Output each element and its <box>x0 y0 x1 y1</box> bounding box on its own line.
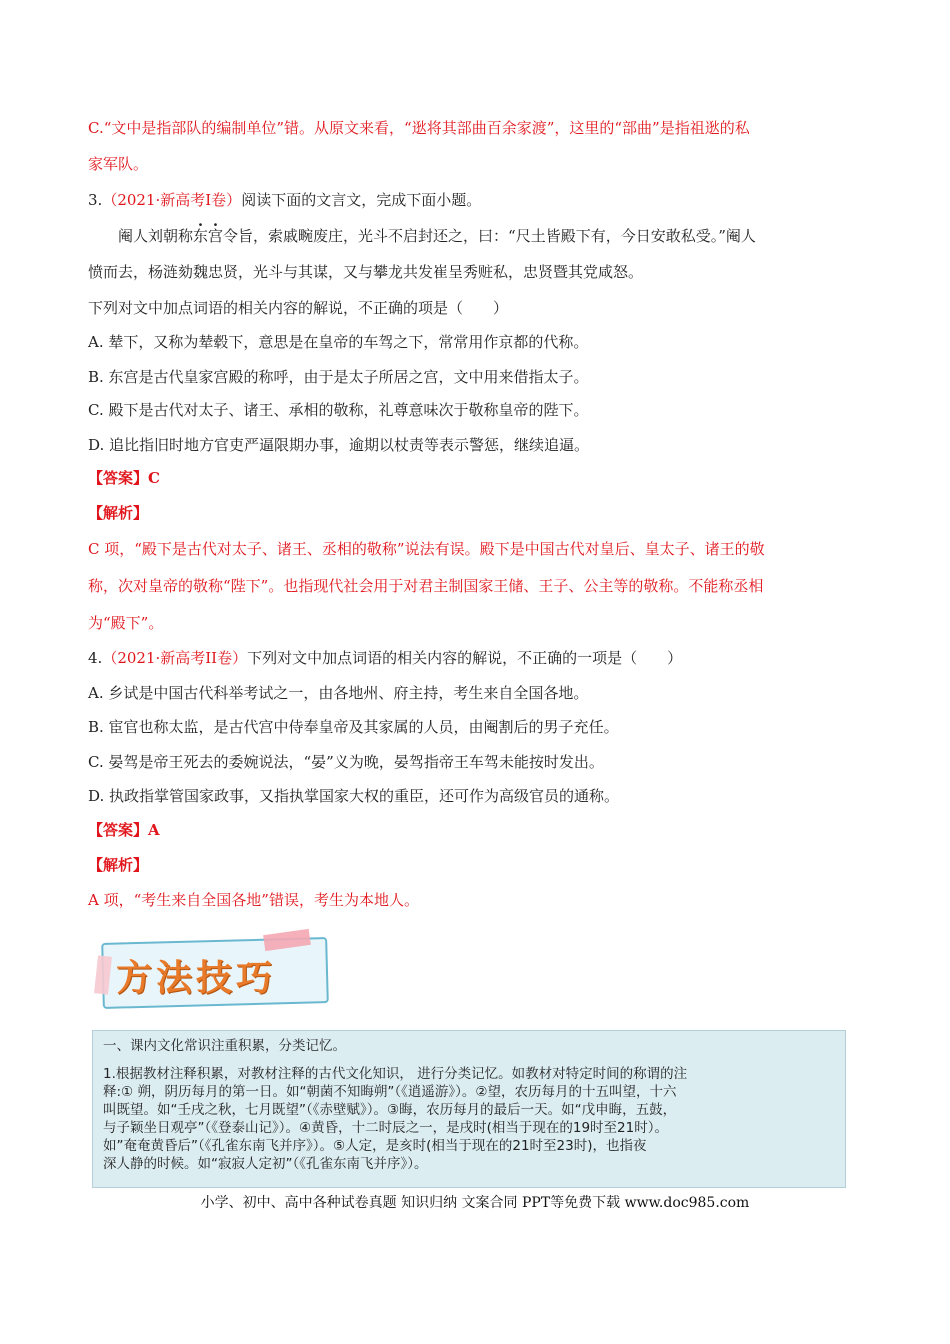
q4-analysis-label <box>88 855 148 875</box>
q3-answer <box>88 468 160 488</box>
q4-analysis-line1: A 项，“考生来自全国各地”错误，考生为本地人。 <box>88 891 419 909</box>
answer-value: A <box>148 821 160 839</box>
q4-answer <box>88 820 160 840</box>
tips-line: 释:① 朔，阴历每月的第一日。如“朝菌不知晦朔”（《逍遥游》）。②望，农历每月的十五叫望，十六 <box>103 1084 677 1100</box>
tips-line: 深人静的时候。如“寂寂人定初”（《孔雀东南飞并序》）。 <box>103 1156 428 1172</box>
dotted-char: 宫 <box>208 227 224 245</box>
analysis-label: 【解析】 <box>88 856 149 874</box>
q3-number: 3. <box>88 191 103 209</box>
dotted-char: 东 <box>193 227 209 245</box>
tips-heading: 一、课内文化常识注重积累，分类记忆。 <box>103 1038 346 1054</box>
tips-box <box>92 1030 846 1188</box>
answer-value: C <box>148 469 160 487</box>
q4-option-c: C. 晏驾是帝王死去的委婉说法，“晏”义为晚，晏驾指帝王车驾未能按时发出。 <box>88 753 604 771</box>
tips-line: 与子颖坐日观亭”（《登泰山记》）。④黄昏，十二时辰之一，是戌时(相当于现在的19时至21时）。 <box>103 1120 668 1136</box>
tips-line: 1.根据教材注释积累，对教材注释的古代文化知识， 进行分类记忆。如教材对特定时间的称谓的注 <box>103 1066 688 1082</box>
q3-analysis-line2: 称，次对皇帝的敬称“陛下”。也指现代社会用于对君主制国家王储、王子、公主等的敬称。不能称丞相 <box>88 577 764 595</box>
q3-option-c: C. 殿下是古代对太子、诸王、承相的敬称，礼尊意味次于敬称皇帝的陛下。 <box>88 401 589 419</box>
q2-analysis-line1: C.“文中是指部队的编制单位”错。从原文来看，“逖将其部曲百余家渡”，这里的“部曲”是指祖逖的私 <box>88 119 750 137</box>
q4-header <box>88 648 682 668</box>
answer-label: 【答案】 <box>88 469 149 487</box>
method-tips-banner <box>96 932 332 1004</box>
q4-option-d: D. 执政指掌管国家政事，又指执掌国家大权的重臣，还可作为高级官员的通称。 <box>88 787 620 805</box>
answer-label: 【答案】 <box>88 821 149 839</box>
analysis-label: 【解析】 <box>88 504 149 522</box>
q4-option-b: B. 宦官也称太监，是古代宫中侍奉皇帝及其家属的人员，由阉割后的男子充任。 <box>88 718 619 736</box>
page-footer: 小学、初中、高中各种试卷真题 知识归纳 文案合同 PPT等免费下载 www.doc985.com <box>200 1195 750 1211</box>
q3-passage-line1 <box>118 226 756 246</box>
q3-option-d: D. 追比指旧时地方官吏严逼限期办事，逾期以杖责等表示警惩，继续追逼。 <box>88 436 590 454</box>
q4-number: 4. <box>88 649 103 667</box>
q3-source: （2021·新高考Ⅰ卷） <box>102 191 242 209</box>
q3-analysis-line1: C 项，“殿下是古代对太子、诸王、丞相的敬称”说法有误。殿下是中国古代对皇后、皇太子、诸王的敬 <box>88 540 765 558</box>
q3-header <box>88 190 481 210</box>
q3-analysis-label <box>88 503 148 523</box>
tips-line: 叫既望。如“壬戌之秋，七月既望”（《赤壁赋》）。③晦，农历每月的最后一天。如“戊申晦，五鼓， <box>103 1102 677 1118</box>
q4-source: （2021·新高考II卷） <box>102 649 248 667</box>
q4-option-a: A. 乡试是中国古代科举考试之一，由各地州、府主持，考生来自全国各地。 <box>88 684 589 702</box>
q2-analysis-line2: 家军队。 <box>88 155 149 173</box>
q4-question: 下列对文中加点词语的相关内容的解说，不正确的一项是（ ） <box>247 649 683 667</box>
q3-passage-text: 令旨，索戚畹废庄，光斗不启封还之，曰：“尺土皆殿下有，今日安敢私受。”阉人 <box>223 227 756 245</box>
q3-analysis-line3: 为“殿下”。 <box>88 614 164 632</box>
q3-question: 下列对文中加点词语的相关内容的解说，不正确的项是（ ） <box>88 299 509 317</box>
q3-passage-text: 阉人刘朝称 <box>118 227 194 245</box>
banner-title: 方法技巧 <box>116 958 277 999</box>
q3-option-a: A. 辇下，又称为辇毂下，意思是在皇帝的车驾之下，常常用作京都的代称。 <box>88 333 589 351</box>
q3-prompt: 阅读下面的文言文，完成下面小题。 <box>241 191 482 209</box>
tips-line: 如”奄奄黄昏后”（《孔雀东南飞并序》）。⑤人定，是亥时(相当于现在的21时至23时)，也指夜 <box>103 1138 647 1154</box>
q3-option-b: B. 东宫是古代皇家宫殿的称呼，由于是太子所居之宫，文中用来借指太子。 <box>88 368 589 386</box>
q3-passage-line2: 愤而去，杨涟劾魏忠贤，光斗与其谋，又与攀龙共发崔呈秀赃私，忠贤暨其党咸怒。 <box>88 263 644 281</box>
